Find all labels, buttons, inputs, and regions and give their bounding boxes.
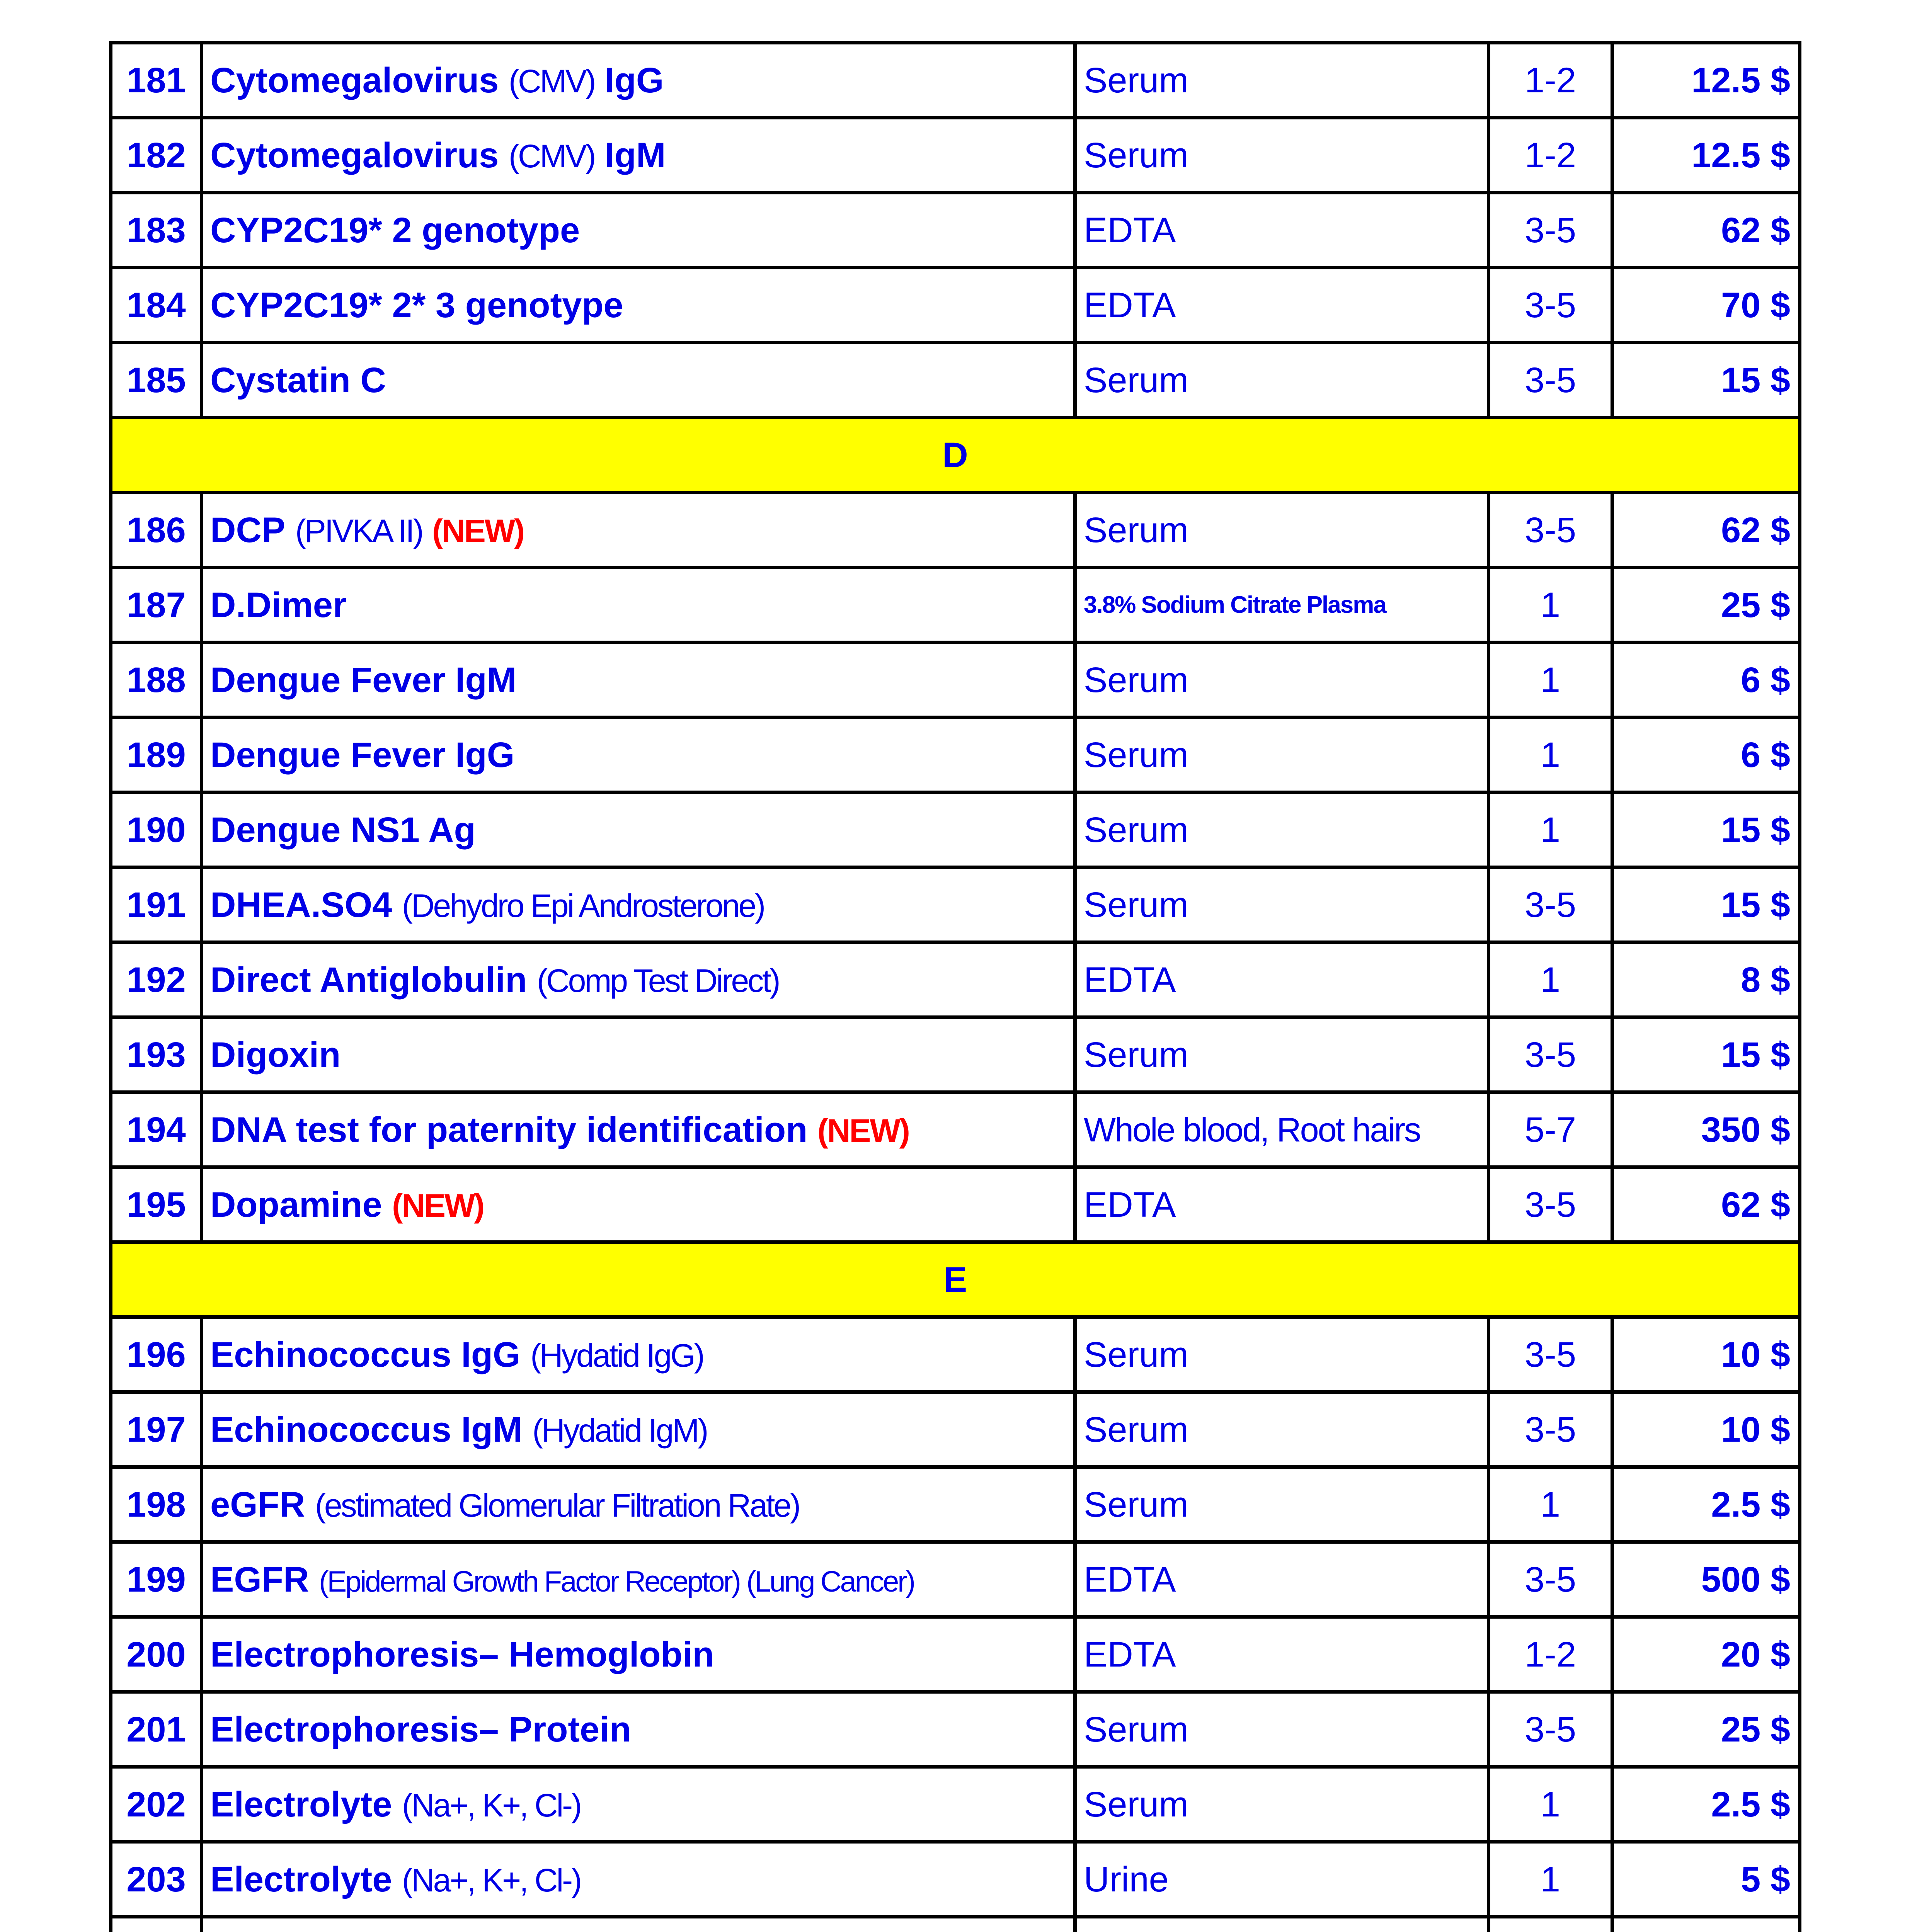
- table-row: [111, 643, 1800, 718]
- test-name-cell: [202, 1917, 1075, 1932]
- test-number: 201: [111, 1692, 202, 1767]
- test-name-cell: [202, 1617, 1075, 1692]
- turnaround-days: 1-2: [1489, 118, 1612, 193]
- turnaround-days: 3-5: [1489, 268, 1612, 343]
- specimen-type: 3.8% Sodium Citrate Plasma: [1075, 568, 1489, 643]
- test-number: 203: [111, 1842, 202, 1917]
- turnaround-days: 1-2: [1489, 1617, 1612, 1692]
- turnaround-days: 3-5: [1489, 193, 1612, 268]
- turnaround-days: 3-5: [1489, 1167, 1612, 1242]
- test-number: 194: [111, 1092, 202, 1167]
- specimen-type: Serum: [1075, 1692, 1489, 1767]
- specimen-type: EDTA: [1075, 193, 1489, 268]
- turnaround-days: 3-5: [1489, 1392, 1612, 1467]
- new-badge: (NEW): [432, 512, 524, 549]
- specimen-type: Serum: [1075, 1317, 1489, 1392]
- specimen-type: Serum: [1075, 1017, 1489, 1092]
- specimen-type: Serum: [1075, 718, 1489, 793]
- turnaround-days: 3-5: [1489, 493, 1612, 568]
- table-row: [111, 1092, 1800, 1167]
- specimen-type: Serum: [1075, 118, 1489, 193]
- turnaround-days: 1: [1489, 643, 1612, 718]
- test-number: 196: [111, 1317, 202, 1392]
- test-price: 15 $: [1612, 867, 1800, 942]
- test-name-suffix: IgM: [604, 135, 666, 175]
- specimen-type: Serum: [1075, 343, 1489, 418]
- section-letter: E: [111, 1242, 1800, 1317]
- test-name-cell: [202, 1542, 1075, 1617]
- section-letter: D: [111, 418, 1800, 493]
- test-price: 62 $: [1612, 193, 1800, 268]
- test-price: 62 $: [1612, 493, 1800, 568]
- table-row: [111, 568, 1800, 643]
- test-note: (CMV): [508, 138, 595, 174]
- test-name-cell: [202, 867, 1075, 942]
- test-name-cell: [202, 1392, 1075, 1467]
- turnaround-days: 3-5: [1489, 343, 1612, 418]
- table-row: [111, 1467, 1800, 1542]
- turnaround-days: 3-5: [1489, 1017, 1612, 1092]
- specimen-type: Serum: [1075, 1392, 1489, 1467]
- table-row: [111, 1392, 1800, 1467]
- test-number: 189: [111, 718, 202, 793]
- turnaround-days: 1: [1489, 1767, 1612, 1842]
- test-price: 12.5 $: [1612, 43, 1800, 118]
- table-row: [111, 942, 1800, 1017]
- test-name: Cystatin C: [210, 360, 386, 400]
- test-number: 197: [111, 1392, 202, 1467]
- test-note: (Dehydro Epi Androsterone): [402, 887, 764, 924]
- section-header-row: [111, 1242, 1800, 1317]
- table-row: [111, 1017, 1800, 1092]
- test-name-cell: [202, 1092, 1075, 1167]
- test-number: 195: [111, 1167, 202, 1242]
- test-name-cell: [202, 793, 1075, 867]
- test-price: 10 $: [1612, 1392, 1800, 1467]
- test-name: Dengue NS1 Ag: [210, 810, 476, 850]
- specimen-type: EDTA: [1075, 942, 1489, 1017]
- table-row: [111, 1317, 1800, 1392]
- test-number: 199: [111, 1542, 202, 1617]
- specimen-type: Serum: [1075, 793, 1489, 867]
- test-price: 6 $: [1612, 643, 1800, 718]
- test-name: CYP2C19* 2 genotype: [210, 210, 580, 250]
- test-number: 183: [111, 193, 202, 268]
- test-number: 193: [111, 1017, 202, 1092]
- test-name: Electrolyte: [210, 1859, 392, 1899]
- test-note: (Na+, K+, Cl-): [402, 1862, 581, 1898]
- test-name: Electrophoresis– Protein: [210, 1709, 631, 1749]
- test-name-cell: [202, 1167, 1075, 1242]
- specimen-type: EDTA: [1075, 1617, 1489, 1692]
- new-badge: (NEW): [817, 1112, 909, 1149]
- test-number: 188: [111, 643, 202, 718]
- test-number: 198: [111, 1467, 202, 1542]
- table-row: [111, 493, 1800, 568]
- turnaround-days: 3-5: [1489, 1542, 1612, 1617]
- test-name-cell: [202, 43, 1075, 118]
- specimen-type: Serum: [1075, 867, 1489, 942]
- test-price: 2.5 $: [1612, 1767, 1800, 1842]
- test-number: 184: [111, 268, 202, 343]
- test-price: 350 $: [1612, 1092, 1800, 1167]
- test-note: (Na+, K+, Cl-): [402, 1787, 581, 1823]
- test-note: (estimated Glomerular Filtration Rate): [315, 1487, 800, 1524]
- test-number: 187: [111, 568, 202, 643]
- test-name: Cytomegalovirus: [210, 135, 499, 175]
- test-number: 186: [111, 493, 202, 568]
- test-name: eGFR: [210, 1485, 305, 1524]
- test-name: Direct Antiglobulin: [210, 960, 527, 1000]
- specimen-type: Serum: [1075, 1767, 1489, 1842]
- turnaround-days: 1: [1489, 1842, 1612, 1917]
- test-note: (CMV): [508, 63, 595, 99]
- price-list-table: [109, 41, 1801, 1932]
- test-name: Cytomegalovirus: [210, 60, 499, 100]
- specimen-type: Serum: [1075, 43, 1489, 118]
- table-row: [111, 1617, 1800, 1692]
- section-header-row: [111, 418, 1800, 493]
- specimen-type: EDTA: [1075, 268, 1489, 343]
- test-name: DCP: [210, 510, 286, 550]
- table-row: [111, 1842, 1800, 1917]
- test-name-cell: [202, 718, 1075, 793]
- test-name: Dengue Fever IgM: [210, 660, 517, 700]
- test-price: 6 $: [1612, 718, 1800, 793]
- table-row: [111, 1917, 1800, 1932]
- turnaround-days: 3-5: [1489, 1692, 1612, 1767]
- test-note: (PIVKA II): [295, 512, 422, 549]
- test-name-cell: [202, 1467, 1075, 1542]
- test-price: 5 $: [1612, 1842, 1800, 1917]
- test-price: 15 $: [1612, 343, 1800, 418]
- test-price: [1612, 1917, 1800, 1932]
- turnaround-days: 5-7: [1489, 1092, 1612, 1167]
- specimen-type: Urine: [1075, 1842, 1489, 1917]
- test-name-cell: [202, 193, 1075, 268]
- test-note: (Comp Test Direct): [536, 962, 779, 999]
- test-name: DHEA.SO4: [210, 885, 392, 925]
- test-name-cell: [202, 1692, 1075, 1767]
- turnaround-days: 1: [1489, 1467, 1612, 1542]
- test-number: 202: [111, 1767, 202, 1842]
- test-name: D.Dimer: [210, 585, 347, 625]
- table-row: [111, 268, 1800, 343]
- specimen-type: EDTA: [1075, 1542, 1489, 1617]
- turnaround-days: 1-2: [1489, 43, 1612, 118]
- table-row: [111, 1167, 1800, 1242]
- test-name-cell: [202, 1842, 1075, 1917]
- test-number: 192: [111, 942, 202, 1017]
- test-name: Echinococcus IgM: [210, 1410, 523, 1449]
- test-number: [111, 1917, 202, 1932]
- test-price: 2.5 $: [1612, 1467, 1800, 1542]
- table-row: [111, 343, 1800, 418]
- turnaround-days: 1: [1489, 942, 1612, 1017]
- test-name: EGFR: [210, 1560, 309, 1599]
- test-number: 200: [111, 1617, 202, 1692]
- test-price: 70 $: [1612, 268, 1800, 343]
- table-row: [111, 1692, 1800, 1767]
- test-note: (Epidermal Growth Factor Receptor) (Lung Cancer): [319, 1565, 914, 1598]
- specimen-type: [1075, 1917, 1489, 1932]
- test-price: 25 $: [1612, 1692, 1800, 1767]
- table-row: [111, 1542, 1800, 1617]
- test-name-cell: [202, 343, 1075, 418]
- table-row: [111, 118, 1800, 193]
- new-badge: (NEW): [392, 1187, 484, 1224]
- test-name-cell: [202, 118, 1075, 193]
- test-note: (Hydatid IgG): [530, 1337, 703, 1374]
- test-price: 12.5 $: [1612, 118, 1800, 193]
- test-name: Echinococcus IgG: [210, 1335, 521, 1374]
- table-row: [111, 867, 1800, 942]
- test-name: Dengue Fever IgG: [210, 735, 515, 775]
- turnaround-days: 1: [1489, 793, 1612, 867]
- test-price: 8 $: [1612, 942, 1800, 1017]
- test-price: 15 $: [1612, 1017, 1800, 1092]
- test-name: DNA test for paternity identification: [210, 1110, 808, 1150]
- test-number: 182: [111, 118, 202, 193]
- test-number: 191: [111, 867, 202, 942]
- test-price: 25 $: [1612, 568, 1800, 643]
- turnaround-days: 3-5: [1489, 1317, 1612, 1392]
- table-row: [111, 193, 1800, 268]
- table-row: [111, 1767, 1800, 1842]
- test-number: 181: [111, 43, 202, 118]
- table-row: [111, 718, 1800, 793]
- specimen-type: EDTA: [1075, 1167, 1489, 1242]
- test-price: 10 $: [1612, 1317, 1800, 1392]
- test-name-suffix: IgG: [604, 60, 664, 100]
- test-name-cell: [202, 942, 1075, 1017]
- table-row: [111, 793, 1800, 867]
- table-row: [111, 43, 1800, 118]
- test-name-cell: [202, 1317, 1075, 1392]
- turnaround-days: 1: [1489, 718, 1612, 793]
- test-number: 185: [111, 343, 202, 418]
- specimen-type: Serum: [1075, 643, 1489, 718]
- turnaround-days: 3-5: [1489, 867, 1612, 942]
- test-name-cell: [202, 268, 1075, 343]
- test-name-cell: [202, 1767, 1075, 1842]
- test-name: Digoxin: [210, 1035, 341, 1075]
- price-list-body: [111, 43, 1800, 1932]
- test-name: Electrophoresis– Hemoglobin: [210, 1634, 714, 1674]
- test-number: 190: [111, 793, 202, 867]
- test-price: 20 $: [1612, 1617, 1800, 1692]
- test-name: CYP2C19* 2* 3 genotype: [210, 285, 623, 325]
- test-name: Electrolyte: [210, 1784, 392, 1824]
- test-note: (Hydatid IgM): [532, 1412, 707, 1449]
- specimen-type: Whole blood, Root hairs: [1075, 1092, 1489, 1167]
- test-name: Dopamine: [210, 1185, 382, 1225]
- test-name-cell: [202, 493, 1075, 568]
- test-price: 15 $: [1612, 793, 1800, 867]
- turnaround-days: [1489, 1917, 1612, 1932]
- specimen-type: Serum: [1075, 1467, 1489, 1542]
- turnaround-days: 1: [1489, 568, 1612, 643]
- test-name-cell: [202, 643, 1075, 718]
- test-price: 62 $: [1612, 1167, 1800, 1242]
- test-price: 500 $: [1612, 1542, 1800, 1617]
- specimen-type: Serum: [1075, 493, 1489, 568]
- test-name-cell: [202, 1017, 1075, 1092]
- test-name-cell: [202, 568, 1075, 643]
